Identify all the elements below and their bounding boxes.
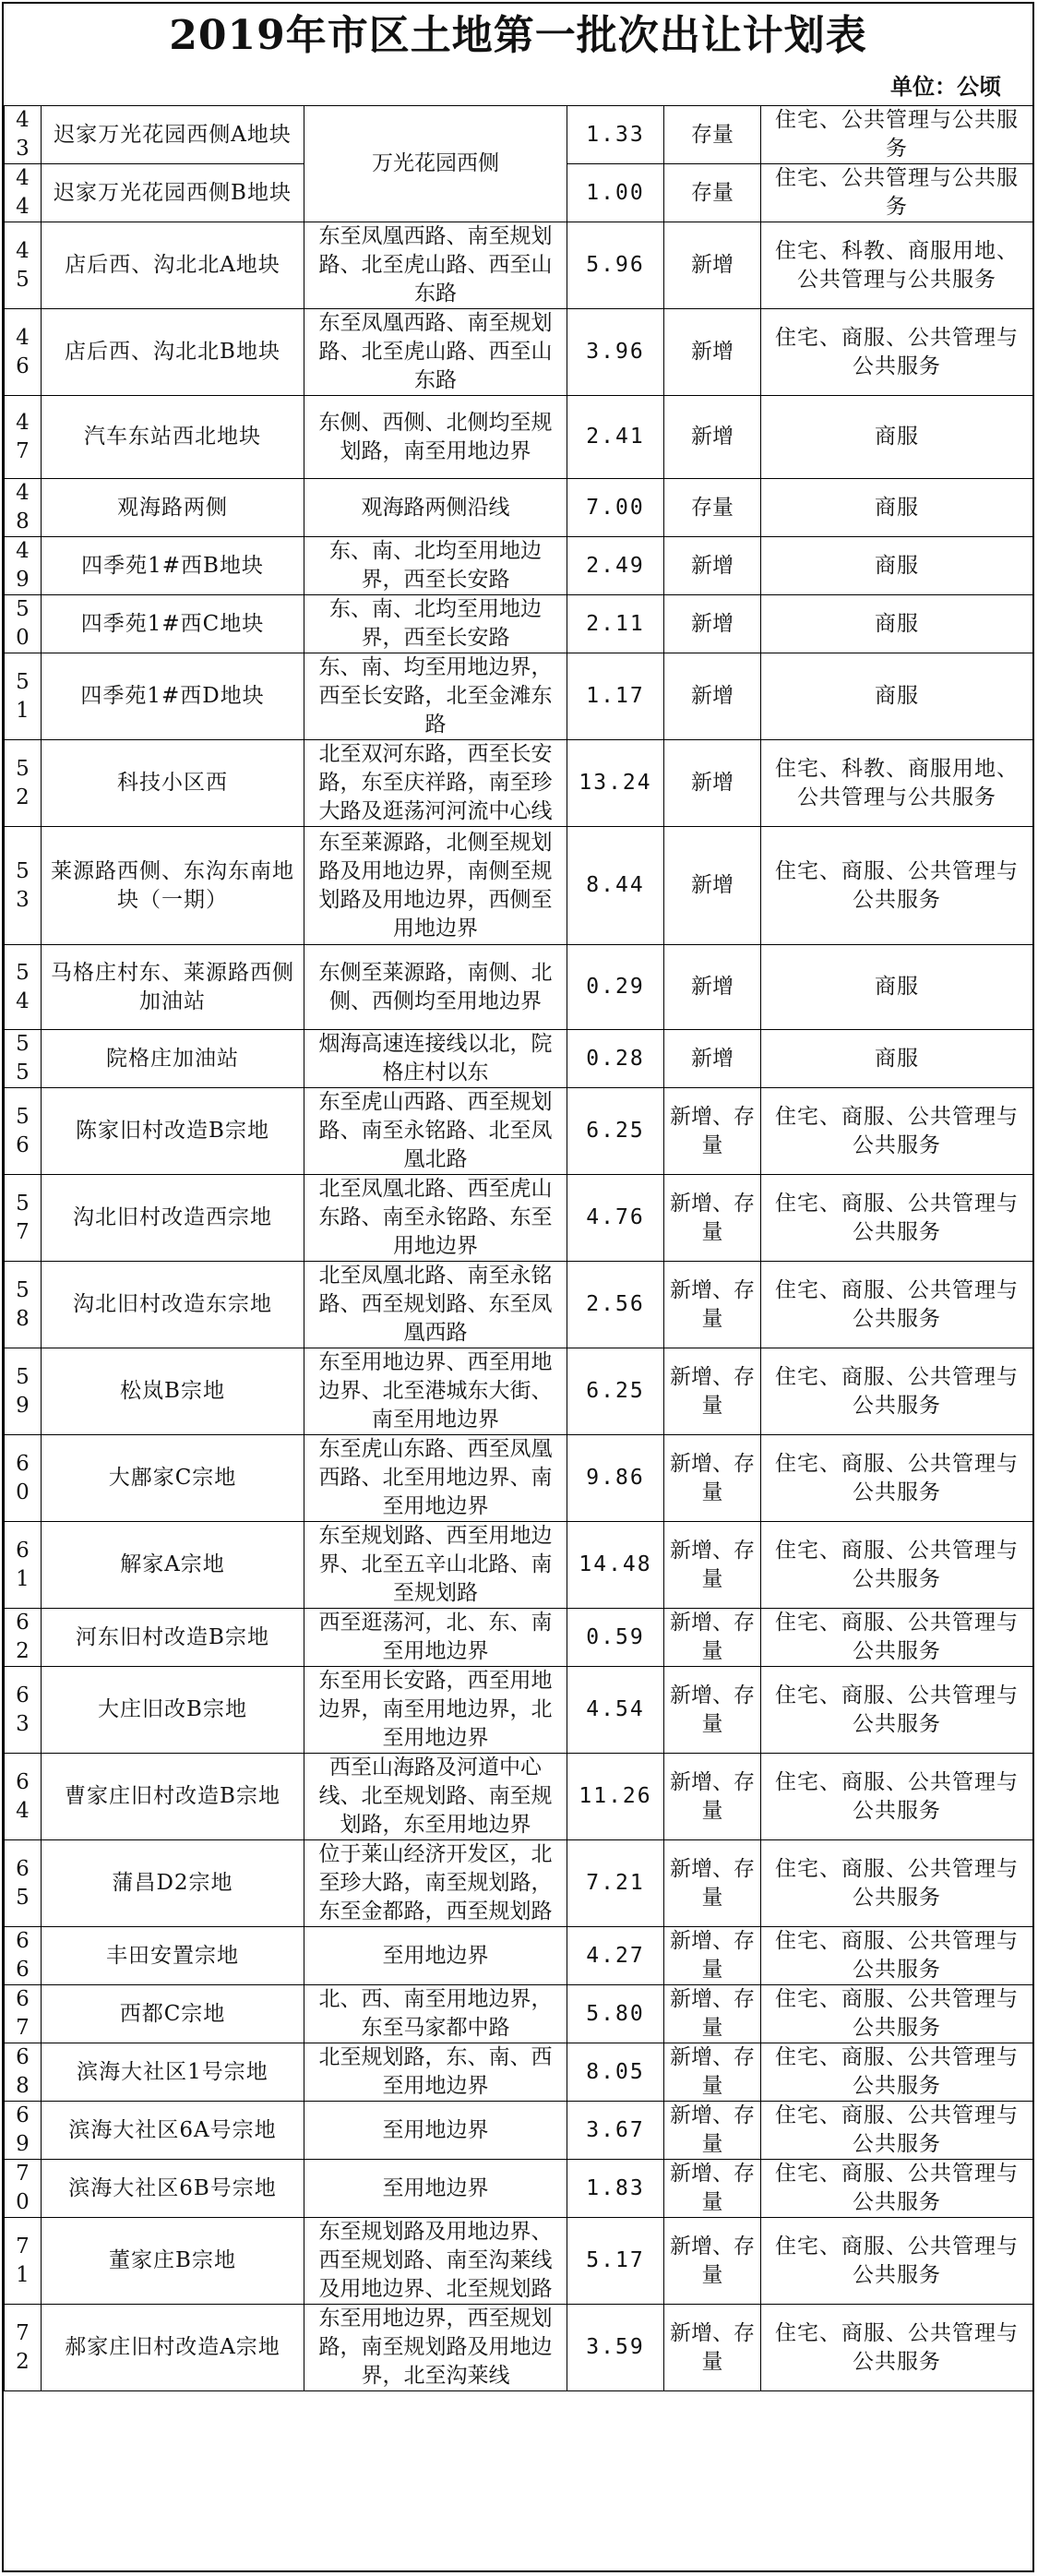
land-location: 东至用地边界、西至用地边界、北至港城东大街、南至用地边界 bbox=[304, 1348, 567, 1435]
land-area: 7.21 bbox=[567, 1840, 664, 1927]
land-type: 新增、存量 bbox=[664, 1985, 761, 2043]
land-location: 东至用地边界，西至规划路，南至规划路及用地边界，北至沟莱线 bbox=[304, 2305, 567, 2391]
land-plan-document bbox=[2, 2, 1034, 2572]
land-type: 新增、存量 bbox=[664, 1609, 761, 1667]
land-area: 5.17 bbox=[567, 2218, 664, 2305]
row-number: 68 bbox=[5, 2043, 42, 2102]
land-parcel-name: 蒲昌D2宗地 bbox=[42, 1840, 304, 1927]
land-area: 3.96 bbox=[567, 309, 664, 396]
land-area: 4.27 bbox=[567, 1927, 664, 1985]
land-area: 1.00 bbox=[567, 164, 664, 222]
land-use: 商服 bbox=[761, 595, 1033, 653]
land-type: 新增、存量 bbox=[664, 2218, 761, 2305]
land-parcel-name: 曹家庄旧村改造B宗地 bbox=[42, 1754, 304, 1840]
land-use: 住宅、商服、公共管理与公共服务 bbox=[761, 2102, 1033, 2160]
land-type: 新增、存量 bbox=[664, 1348, 761, 1435]
land-area: 6.25 bbox=[567, 1088, 664, 1175]
table-row bbox=[5, 1262, 1033, 1348]
land-location: 东、南、北均至用地边界，西至长安路 bbox=[304, 537, 567, 595]
row-number: 61 bbox=[5, 1522, 42, 1609]
land-area: 2.49 bbox=[567, 537, 664, 595]
table-row bbox=[5, 479, 1033, 537]
table-row bbox=[5, 1348, 1033, 1435]
land-location: 东至规划路、西至用地边界、北至五辛山北路、南至规划路 bbox=[304, 1522, 567, 1609]
land-type: 新增 bbox=[664, 537, 761, 595]
land-use: 住宅、商服、公共管理与公共服务 bbox=[761, 1088, 1033, 1175]
land-parcel-name: 陈家旧村改造B宗地 bbox=[42, 1088, 304, 1175]
row-number: 52 bbox=[5, 740, 42, 827]
land-type: 新增、存量 bbox=[664, 2102, 761, 2160]
land-use: 商服 bbox=[761, 479, 1033, 537]
land-parcel-name: 店后西、沟北北A地块 bbox=[42, 222, 304, 309]
land-parcel-name: 四季苑1#西C地块 bbox=[42, 595, 304, 653]
land-parcel-name: 大庄旧改B宗地 bbox=[42, 1667, 304, 1754]
land-type: 新增 bbox=[664, 653, 761, 740]
table-row bbox=[5, 222, 1033, 309]
table-row bbox=[5, 1175, 1033, 1262]
row-number: 62 bbox=[5, 1609, 42, 1667]
land-area: 9.86 bbox=[567, 1435, 664, 1522]
row-number: 70 bbox=[5, 2160, 42, 2218]
land-use: 住宅、商服、公共管理与公共服务 bbox=[761, 309, 1033, 396]
row-number: 55 bbox=[5, 1030, 42, 1088]
land-parcel-name: 西都C宗地 bbox=[42, 1985, 304, 2043]
land-type: 新增、存量 bbox=[664, 1262, 761, 1348]
row-number: 56 bbox=[5, 1088, 42, 1175]
land-type: 新增 bbox=[664, 309, 761, 396]
table-row bbox=[5, 396, 1033, 479]
land-parcel-name: 大鄌家C宗地 bbox=[42, 1435, 304, 1522]
land-location: 东、南、北均至用地边界，西至长安路 bbox=[304, 595, 567, 653]
land-location: 北至凤凰北路、南至永铭路、西至规划路、东至凤凰西路 bbox=[304, 1262, 567, 1348]
land-area: 3.67 bbox=[567, 2102, 664, 2160]
land-use: 住宅、商服、公共管理与公共服务 bbox=[761, 1754, 1033, 1840]
land-location: 至用地边界 bbox=[304, 1927, 567, 1985]
land-area: 0.29 bbox=[567, 945, 664, 1030]
land-location: 西至逛荡河，北、东、南至用地边界 bbox=[304, 1609, 567, 1667]
land-parcel-name: 沟北旧村改造东宗地 bbox=[42, 1262, 304, 1348]
land-type: 存量 bbox=[664, 106, 761, 164]
land-parcel-name: 沟北旧村改造西宗地 bbox=[42, 1175, 304, 1262]
table-row bbox=[5, 1609, 1033, 1667]
land-parcel-name: 董家庄B宗地 bbox=[42, 2218, 304, 2305]
land-type: 新增、存量 bbox=[664, 1435, 761, 1522]
row-number: 59 bbox=[5, 1348, 42, 1435]
table-row bbox=[5, 2160, 1033, 2218]
land-area: 3.59 bbox=[567, 2305, 664, 2391]
land-parcel-name: 河东旧村改造B宗地 bbox=[42, 1609, 304, 1667]
row-number: 51 bbox=[5, 653, 42, 740]
row-number: 43 bbox=[5, 106, 42, 164]
land-parcel-name: 四季苑1#西B地块 bbox=[42, 537, 304, 595]
table-row bbox=[5, 309, 1033, 396]
land-parcel-name: 松岚B宗地 bbox=[42, 1348, 304, 1435]
row-number: 46 bbox=[5, 309, 42, 396]
land-area: 2.11 bbox=[567, 595, 664, 653]
land-type: 新增 bbox=[664, 945, 761, 1030]
land-area: 11.26 bbox=[567, 1754, 664, 1840]
land-type: 新增、存量 bbox=[664, 1840, 761, 1927]
land-area: 8.05 bbox=[567, 2043, 664, 2102]
land-location: 北、西、南至用地边界，东至马家都中路 bbox=[304, 1985, 567, 2043]
row-number: 65 bbox=[5, 1840, 42, 1927]
land-parcel-name: 观海路两侧 bbox=[42, 479, 304, 537]
land-use: 商服 bbox=[761, 945, 1033, 1030]
land-use: 住宅、商服、公共管理与公共服务 bbox=[761, 1175, 1033, 1262]
land-parcel-name: 院格庄加油站 bbox=[42, 1030, 304, 1088]
land-type: 新增 bbox=[664, 222, 761, 309]
table-row bbox=[5, 1088, 1033, 1175]
land-location: 西至山海路及河道中心线、北至规划路、南至规划路，东至用地边界 bbox=[304, 1754, 567, 1840]
row-number: 45 bbox=[5, 222, 42, 309]
table-row bbox=[5, 2043, 1033, 2102]
land-use: 住宅、商服、公共管理与公共服务 bbox=[761, 827, 1033, 945]
land-use: 住宅、商服、公共管理与公共服务 bbox=[761, 2305, 1033, 2391]
table-row bbox=[5, 2305, 1033, 2391]
land-parcel-name: 店后西、沟北北B地块 bbox=[42, 309, 304, 396]
row-number: 44 bbox=[5, 164, 42, 222]
land-type: 新增、存量 bbox=[664, 1175, 761, 1262]
land-location: 北至规划路，东、南、西至用地边界 bbox=[304, 2043, 567, 2102]
land-type: 新增、存量 bbox=[664, 1754, 761, 1840]
land-type: 新增 bbox=[664, 827, 761, 945]
land-location: 万光花园西侧 bbox=[304, 106, 567, 222]
row-number: 57 bbox=[5, 1175, 42, 1262]
land-parcel-name: 郝家庄旧村改造A宗地 bbox=[42, 2305, 304, 2391]
land-location: 东侧、西侧、北侧均至规划路，南至用地边界 bbox=[304, 396, 567, 479]
land-use: 住宅、商服、公共管理与公共服务 bbox=[761, 1435, 1033, 1522]
land-area: 14.48 bbox=[567, 1522, 664, 1609]
land-location: 北至双河东路，西至长安路，东至庆祥路，南至珍大路及逛荡河河流中心线 bbox=[304, 740, 567, 827]
row-number: 63 bbox=[5, 1667, 42, 1754]
land-parcel-name: 科技小区西 bbox=[42, 740, 304, 827]
row-number: 54 bbox=[5, 945, 42, 1030]
land-use: 商服 bbox=[761, 1030, 1033, 1088]
table-row bbox=[5, 106, 1033, 164]
land-parcel-name: 迟家万光花园西侧B地块 bbox=[42, 164, 304, 222]
row-number: 71 bbox=[5, 2218, 42, 2305]
row-number: 66 bbox=[5, 1927, 42, 1985]
land-location: 位于莱山经济开发区，北至珍大路，南至规划路，东至金都路，西至规划路 bbox=[304, 1840, 567, 1927]
land-type: 新增、存量 bbox=[664, 1522, 761, 1609]
land-parcel-name: 滨海大社区6A号宗地 bbox=[42, 2102, 304, 2160]
land-use: 住宅、商服、公共管理与公共服务 bbox=[761, 1609, 1033, 1667]
row-number: 60 bbox=[5, 1435, 42, 1522]
row-number: 53 bbox=[5, 827, 42, 945]
table-row bbox=[5, 1927, 1033, 1985]
land-type: 新增 bbox=[664, 740, 761, 827]
land-location: 东至凤凰西路、南至规划路、北至虎山路、西至山东路 bbox=[304, 309, 567, 396]
land-parcel-name: 解家A宗地 bbox=[42, 1522, 304, 1609]
table-row bbox=[5, 1030, 1033, 1088]
land-use: 住宅、商服、公共管理与公共服务 bbox=[761, 1522, 1033, 1609]
land-type: 新增、存量 bbox=[664, 1088, 761, 1175]
land-use: 住宅、商服、公共管理与公共服务 bbox=[761, 1927, 1033, 1985]
land-use: 商服 bbox=[761, 396, 1033, 479]
land-location: 东至莱源路，北侧至规划路及用地边界，南侧至规划路及用地边界，西侧至用地边界 bbox=[304, 827, 567, 945]
table-row bbox=[5, 653, 1033, 740]
land-use: 住宅、商服、公共管理与公共服务 bbox=[761, 2160, 1033, 2218]
land-parcel-name: 滨海大社区6B号宗地 bbox=[42, 2160, 304, 2218]
land-use: 住宅、商服、公共管理与公共服务 bbox=[761, 1840, 1033, 1927]
table-row bbox=[5, 1435, 1033, 1522]
land-area: 4.54 bbox=[567, 1667, 664, 1754]
row-number: 64 bbox=[5, 1754, 42, 1840]
table-row bbox=[5, 945, 1033, 1030]
land-type: 新增 bbox=[664, 595, 761, 653]
unit-label: 单位：公顷 bbox=[890, 74, 1001, 100]
land-area: 8.44 bbox=[567, 827, 664, 945]
table-row bbox=[5, 537, 1033, 595]
land-location: 东至虎山东路、西至凤凰西路、北至用地边界、南至用地边界 bbox=[304, 1435, 567, 1522]
land-parcel-name: 马格庄村东、莱源路西侧加油站 bbox=[42, 945, 304, 1030]
table-row bbox=[5, 1840, 1033, 1927]
land-use: 商服 bbox=[761, 537, 1033, 595]
land-use: 商服 bbox=[761, 653, 1033, 740]
land-use: 住宅、商服、公共管理与公共服务 bbox=[761, 1262, 1033, 1348]
land-area: 6.25 bbox=[567, 1348, 664, 1435]
land-area: 2.41 bbox=[567, 396, 664, 479]
land-use: 住宅、商服、公共管理与公共服务 bbox=[761, 2043, 1033, 2102]
table-row bbox=[5, 1985, 1033, 2043]
row-number: 58 bbox=[5, 1262, 42, 1348]
table-row bbox=[5, 1667, 1033, 1754]
land-area: 0.59 bbox=[567, 1609, 664, 1667]
document-title: 2019年市区土地第一批次出让计划表 bbox=[169, 12, 867, 59]
land-location: 至用地边界 bbox=[304, 2160, 567, 2218]
table-row bbox=[5, 2218, 1033, 2305]
land-parcel-name: 丰田安置宗地 bbox=[42, 1927, 304, 1985]
land-area: 13.24 bbox=[567, 740, 664, 827]
land-location: 东、南、均至用地边界，西至长安路，北至金滩东路 bbox=[304, 653, 567, 740]
land-location: 东至用长安路，西至用地边界，南至用地边界，北至用地边界 bbox=[304, 1667, 567, 1754]
land-area: 1.17 bbox=[567, 653, 664, 740]
land-use: 住宅、商服、公共管理与公共服务 bbox=[761, 1667, 1033, 1754]
land-plan-table bbox=[4, 105, 1033, 2391]
land-parcel-name: 迟家万光花园西侧A地块 bbox=[42, 106, 304, 164]
land-area: 5.80 bbox=[567, 1985, 664, 2043]
land-parcel-name: 四季苑1#西D地块 bbox=[42, 653, 304, 740]
land-location: 北至凤凰北路、西至虎山东路、南至永铭路、东至用地边界 bbox=[304, 1175, 567, 1262]
land-use: 住宅、公共管理与公共服务 bbox=[761, 164, 1033, 222]
land-type: 新增、存量 bbox=[664, 1927, 761, 1985]
row-number: 50 bbox=[5, 595, 42, 653]
land-location: 东至虎山西路、西至规划路、南至永铭路、北至凤凰北路 bbox=[304, 1088, 567, 1175]
table-row bbox=[5, 1754, 1033, 1840]
land-type: 新增 bbox=[664, 396, 761, 479]
land-area: 2.56 bbox=[567, 1262, 664, 1348]
land-type: 存量 bbox=[664, 479, 761, 537]
land-type: 新增、存量 bbox=[664, 2043, 761, 2102]
table-row bbox=[5, 740, 1033, 827]
land-location: 烟海高速连接线以北，院格庄村以东 bbox=[304, 1030, 567, 1088]
land-area: 1.83 bbox=[567, 2160, 664, 2218]
land-use: 住宅、商服、公共管理与公共服务 bbox=[761, 1348, 1033, 1435]
land-parcel-name: 莱源路西侧、东沟东南地块（一期） bbox=[42, 827, 304, 945]
row-number: 48 bbox=[5, 479, 42, 537]
land-location: 东至规划路及用地边界、西至规划路、南至沟莱线及用地边界、北至规划路 bbox=[304, 2218, 567, 2305]
land-use: 住宅、科教、商服用地、公共管理与公共服务 bbox=[761, 222, 1033, 309]
land-type: 新增、存量 bbox=[664, 2305, 761, 2391]
land-type: 新增 bbox=[664, 1030, 761, 1088]
row-number: 49 bbox=[5, 537, 42, 595]
row-number: 72 bbox=[5, 2305, 42, 2391]
table-row bbox=[5, 2102, 1033, 2160]
land-use: 住宅、公共管理与公共服务 bbox=[761, 106, 1033, 164]
land-parcel-name: 滨海大社区1号宗地 bbox=[42, 2043, 304, 2102]
land-location: 东至凤凰西路、南至规划路、北至虎山路、西至山东路 bbox=[304, 222, 567, 309]
land-plan-table-body bbox=[5, 106, 1033, 2391]
land-area: 1.33 bbox=[567, 106, 664, 164]
table-row bbox=[5, 1522, 1033, 1609]
land-location: 至用地边界 bbox=[304, 2102, 567, 2160]
land-type: 新增、存量 bbox=[664, 1667, 761, 1754]
land-parcel-name: 汽车东站西北地块 bbox=[42, 396, 304, 479]
land-use: 住宅、科教、商服用地、公共管理与公共服务 bbox=[761, 740, 1033, 827]
land-location: 观海路两侧沿线 bbox=[304, 479, 567, 537]
land-use: 住宅、商服、公共管理与公共服务 bbox=[761, 2218, 1033, 2305]
land-use: 住宅、商服、公共管理与公共服务 bbox=[761, 1985, 1033, 2043]
land-area: 5.96 bbox=[567, 222, 664, 309]
row-number: 47 bbox=[5, 396, 42, 479]
row-number: 67 bbox=[5, 1985, 42, 2043]
land-type: 新增、存量 bbox=[664, 2160, 761, 2218]
land-area: 4.76 bbox=[567, 1175, 664, 1262]
land-area: 0.28 bbox=[567, 1030, 664, 1088]
table-row bbox=[5, 595, 1033, 653]
row-number: 69 bbox=[5, 2102, 42, 2160]
land-type: 存量 bbox=[664, 164, 761, 222]
land-location: 东侧至莱源路，南侧、北侧、西侧均至用地边界 bbox=[304, 945, 567, 1030]
land-area: 7.00 bbox=[567, 479, 664, 537]
table-row bbox=[5, 827, 1033, 945]
